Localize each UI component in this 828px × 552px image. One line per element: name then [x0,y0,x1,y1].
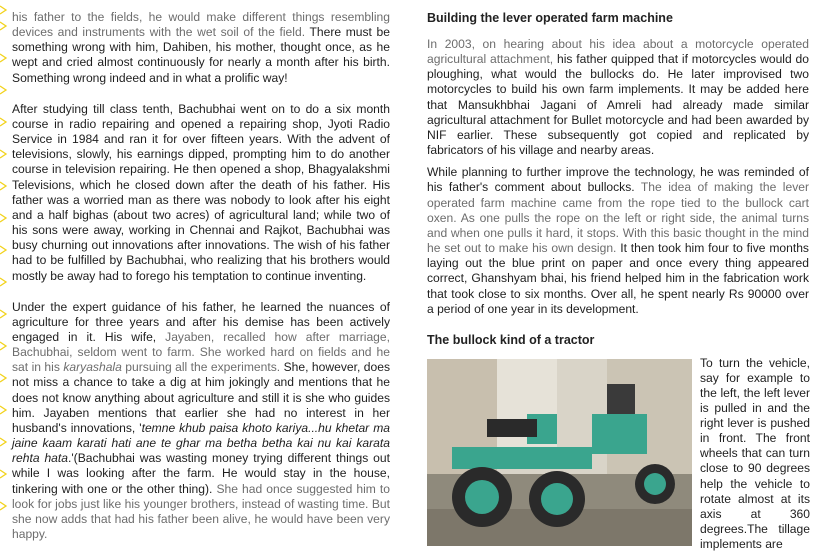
section-heading: Building the lever operated farm machine [427,11,673,25]
text-span: It then took him four to five months laying out the blue print on paper and once every thing appeared correct, Ghanshyam bhai, his friend helped him in the fabrication work that took close to six months. Over all, he spent nearly Rs 90000 over a period of one year in its development. [427,241,809,316]
text-span: While planning to further improve the technology, he was reminded of his father's comment about bullocks. [427,165,809,195]
page-edge-marks [0,0,10,513]
text-span: The idea of making the lever operated farm machine came from the rope tied to the bullock cart oxen. As one pulls the rope on the left or right side, the animal turns and when one pulls it hard, it stops. With this basic thought in the mind he set out to make his own design. [427,180,809,256]
text-span: After studying till class tenth, Bachubhai went on to do a six month course in radio repairing and opened a repairing shop, Jyoti Radio Service in 1984 and ran it for over fifteen years. With the advent of televisions, slowly, his earnings dipped, prompting him to do another course in television repairing. He then opened a shop, Bhagyalakshmi Televisions, which he closed down after the death of his father. [12,101,390,192]
section-heading: The bullock kind of a tractor [427,332,595,347]
text-span: Under the expert guidance of his father, he learned the nuances of agriculture for three years and after his demise has been actively engaged in it. His wife, [12,299,390,344]
text-span: his father quipped that if motorcycles would do ploughing, what would the bullocks do. He later improvised two motorcycles to build his own farm implements. It may be added here that Mansukhbhai Jagani of Amreli had already made similar agricultural attachment for Bullet motorcycle and had been awarded by NIF earlier. These subsequently got copied and replicated by fabricators of his village and nearby areas. [427,52,809,158]
photo-row [427,355,810,551]
left-column [12,10,390,542]
tractor-photo [427,359,692,546]
right-column [427,10,809,549]
text-span: She had once suggested him to look for jobs just like his younger brothers, instead of wasting time. But she now adds that had his father been alive, he would have been very happy. [12,481,390,541]
text-span: karyashala [63,360,122,375]
quote-gujarati: temne khub paisa khoto kariya...hu khetar ma jaine kaam karati hati ane te ghar ma betha betha kai nu kai karata rehta hata [12,420,390,466]
text-span: In 2003, on hearing about his idea about a motorcycle operated agricultural attachment, [427,37,809,67]
text-span: Jayaben, recalled how after marriage, Bachubhai, seldom went to farm. She worked hard on fields and he sat in his [12,329,390,375]
paragraph-motorcycle [427,37,809,158]
photo-side-text: To turn the vehicle, say for example to the left, the left lever is pulled in and the right lever is pushed in front. The front wheels that can turn close to 90 degrees help the vehicle to rotate almost at its axis at 360 degrees.The tillage implements are [700,355,810,551]
text-span: .'(Bachubhai was wasting money trying different things out while I was looking after the farm. He would stay in the house, tinkering with one or the other thing). [12,451,390,496]
text-span: His father was a worried man as there was nobody to look after his eight and a half bighas (about two acres) of agricultural land; while two of his sons were away, working in Chennai and Rajkot, Bachubhai was busy churning out innovations after innovations. The wish of his father had to be fulfilled by Bachubhai, who realizing that his brothers would mostly be away had to forego his temptation to continue inventing. [12,177,390,283]
paragraph-childhood [12,10,390,86]
text-span: his father to the fields, he would make different things resembling devices and instruments with the wet soil of the field. [12,10,390,40]
paragraph-design [427,165,809,317]
text-span: pursuing all the experiments. [125,360,281,375]
paragraph-agriculture [12,300,390,543]
text-span: She, however, does not miss a chance to take a dig at him jokingly and mentions that he does not know anything about agriculture and still it is she who guides him. Jayaben mentions that earlier she had no interest in her husband's innovations, ' [12,360,390,435]
text-span: There must be something wrong with him, Dahiben, his mother, thought once, as he wept and cried almost continuously for nearly a month after his birth. Something wrong indeed and in what a prolific way! [12,25,390,85]
paragraph-repair-shop [12,102,390,284]
